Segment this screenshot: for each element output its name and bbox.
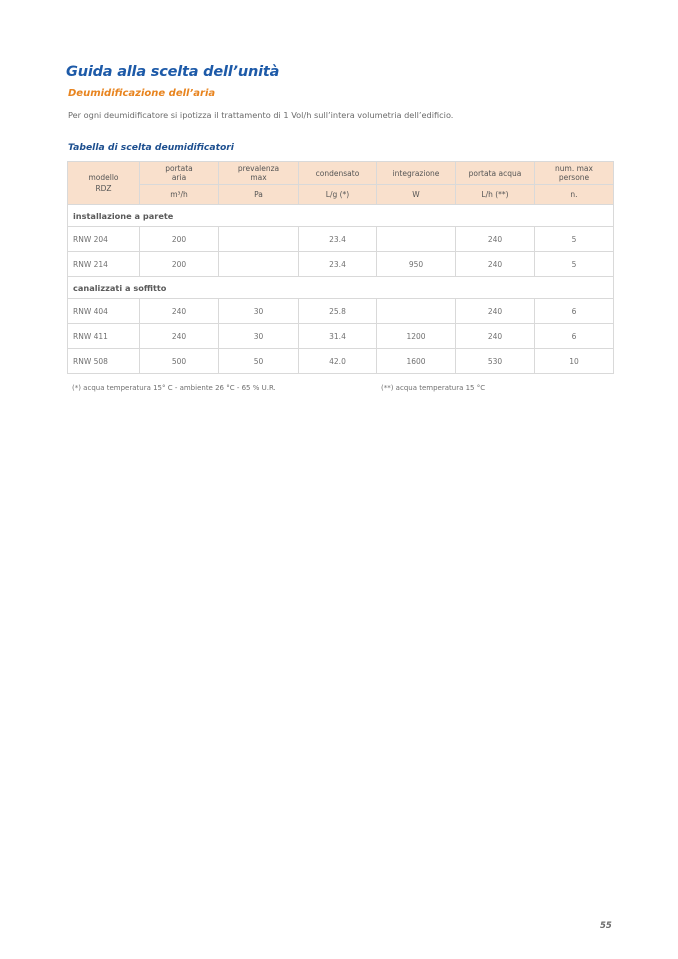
column-unit: W [377, 185, 456, 205]
intro-paragraph: Per ogni deumidificatore si ipotizza il trattamento di 1 Vol/h sull’intera volumetria dell’edificio. [68, 110, 454, 120]
table-cell: 1200 [377, 324, 456, 349]
table-row [68, 299, 614, 324]
dehumidifier-selection-table [67, 161, 614, 374]
column-label: persone [558, 173, 590, 182]
model-header-line1: modello [88, 173, 119, 182]
table-title: Tabella di scelta deumidificatori [68, 142, 234, 153]
column-unit: Pa [219, 185, 299, 205]
table-cell [377, 299, 456, 324]
table-cell: 6 [535, 299, 614, 324]
column-unit: L/h (**) [456, 185, 535, 205]
column-header-max-persons [535, 162, 614, 185]
table-cell: 240 [140, 324, 219, 349]
section-row [68, 205, 614, 227]
footnote-condensate: (*) acqua temperatura 15° C - ambiente 26 °C - 65 % U.R. [72, 384, 276, 392]
table-cell: 5 [535, 252, 614, 277]
column-label: condensato [315, 168, 360, 178]
page-title: Guida alla scelta dell’unità [66, 64, 280, 80]
table-cell [219, 227, 299, 252]
table-cell: 500 [140, 349, 219, 374]
column-label: portata [165, 164, 193, 173]
column-header-condensate [299, 162, 377, 185]
section-label: installazione a parete [68, 205, 614, 227]
table-cell: 23.4 [299, 252, 377, 277]
column-unit: n. [535, 185, 614, 205]
table-cell: 240 [140, 299, 219, 324]
table-cell: 23.4 [299, 227, 377, 252]
model-cell: RNW 404 [68, 299, 140, 324]
table-cell: 200 [140, 252, 219, 277]
table-cell: 1600 [377, 349, 456, 374]
table-cell: 31.4 [299, 324, 377, 349]
table-cell: 240 [456, 252, 535, 277]
column-label: portata acqua [468, 168, 522, 178]
table-cell: 6 [535, 324, 614, 349]
footnote-water-flow: (**) acqua temperatura 15 °C [381, 384, 486, 392]
table-cell [219, 252, 299, 277]
table-cell: 10 [535, 349, 614, 374]
model-cell: RNW 411 [68, 324, 140, 349]
column-label: aria [171, 173, 187, 182]
page-number: 55 [600, 921, 612, 931]
table-cell: 240 [456, 227, 535, 252]
table-row [68, 349, 614, 374]
model-cell: RNW 204 [68, 227, 140, 252]
table-row [68, 227, 614, 252]
table-cell: 5 [535, 227, 614, 252]
column-label: max [250, 173, 267, 182]
column-header-model [68, 162, 140, 205]
model-header-line2: RDZ [95, 184, 112, 193]
table-cell: 950 [377, 252, 456, 277]
model-cell: RNW 214 [68, 252, 140, 277]
table-cell: 42.0 [299, 349, 377, 374]
column-unit: L/g (*) [299, 185, 377, 205]
table-cell: 30 [219, 299, 299, 324]
section-row [68, 277, 614, 299]
column-label: prevalenza [237, 164, 280, 173]
table-row [68, 324, 614, 349]
model-cell: RNW 508 [68, 349, 140, 374]
section-label: canalizzati a soffitto [68, 277, 614, 299]
table-row [68, 252, 614, 277]
table-cell: 530 [456, 349, 535, 374]
table-cell: 50 [219, 349, 299, 374]
table-cell: 200 [140, 227, 219, 252]
section-subtitle: Deumidificazione dell’aria [68, 88, 216, 99]
column-label: integrazione [392, 168, 440, 178]
column-header-max-pressure [219, 162, 299, 185]
table-cell: 240 [456, 324, 535, 349]
column-label: num. max [555, 164, 593, 173]
column-unit: m³/h [140, 185, 219, 205]
table-cell [377, 227, 456, 252]
column-header-integration [377, 162, 456, 185]
column-header-air-flow [140, 162, 219, 185]
table-cell: 240 [456, 299, 535, 324]
table-cell: 30 [219, 324, 299, 349]
column-header-water-flow [456, 162, 535, 185]
table-cell: 25.8 [299, 299, 377, 324]
